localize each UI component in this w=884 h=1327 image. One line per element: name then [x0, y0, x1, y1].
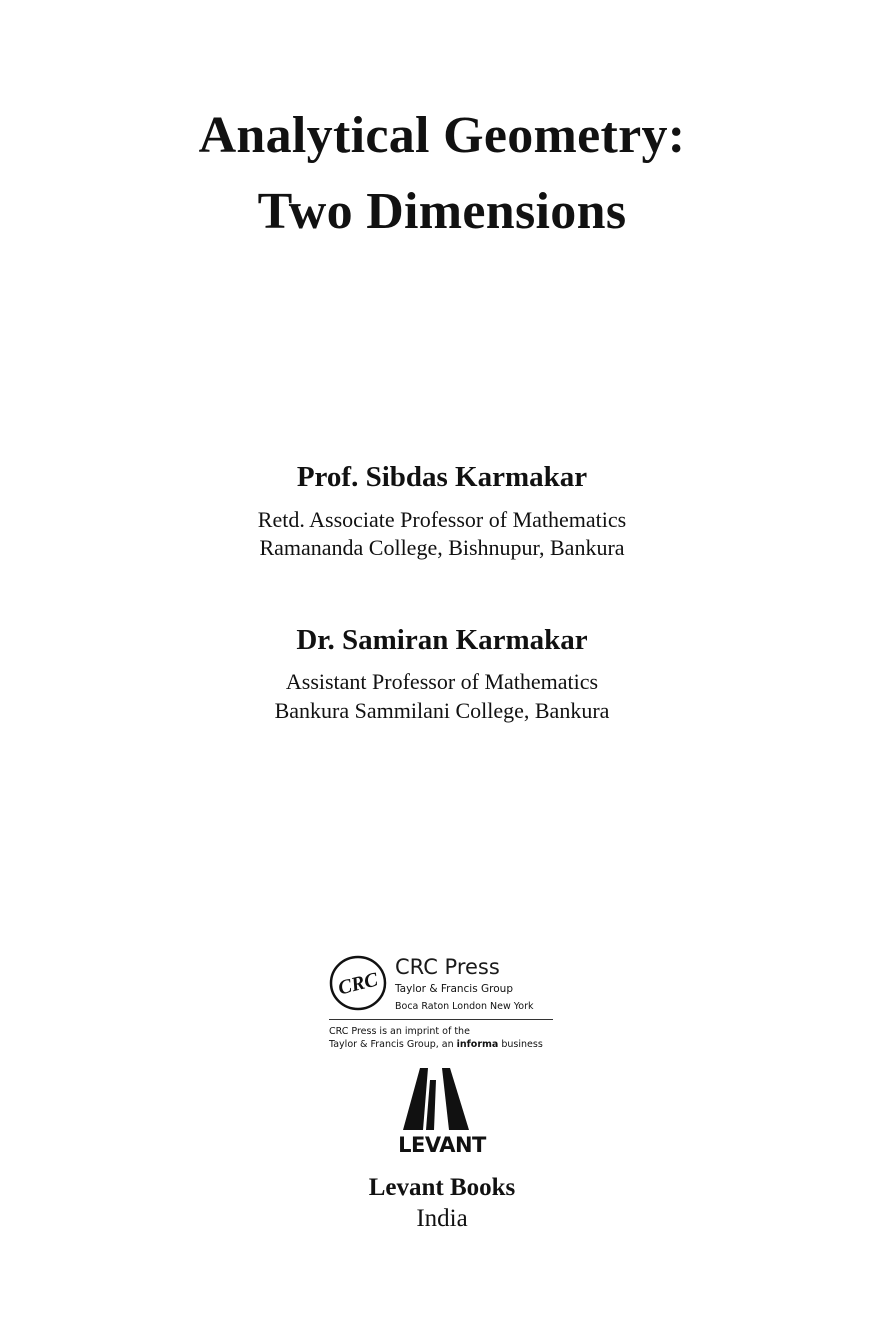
book-title-line-2: Two Dimensions	[257, 183, 627, 240]
crc-imprint-line-1: CRC Press is an imprint of the	[329, 1026, 470, 1037]
crc-divider	[329, 1019, 553, 1020]
crc-imprint-line-2	[329, 1039, 543, 1051]
levant-tower-logo-icon	[396, 1066, 476, 1134]
crc-imprint-informa: informa	[456, 1039, 499, 1050]
author-name-2: Dr. Samiran Karmakar	[296, 624, 588, 656]
crc-logo-text: CRC	[335, 968, 381, 1000]
crc-cities: Boca Raton London New York	[395, 1001, 534, 1012]
publisher-name: Levant Books	[368, 1174, 516, 1201]
author-1-affiliation-line-1: Retd. Associate Professor of Mathematics	[257, 507, 627, 532]
author-2-affiliation-line-1: Assistant Professor of Mathematics	[285, 669, 599, 694]
author-2-affiliation-line-2: Bankura Sammilani College, Bankura	[274, 698, 610, 723]
crc-press-name: CRC Press	[395, 955, 500, 979]
book-title-line-1: Analytical Geometry:	[198, 107, 686, 164]
publisher-country: India	[416, 1205, 468, 1232]
crc-imprint-suffix: business	[498, 1039, 543, 1050]
crc-press-imprint	[329, 950, 555, 1055]
author-1-affiliation-line-2: Ramananda College, Bishnupur, Bankura	[259, 535, 625, 560]
crc-imprint-prefix: Taylor & Francis Group, an	[329, 1039, 457, 1050]
crc-group-name: Taylor & Francis Group	[395, 983, 513, 995]
crc-oval-logo-icon	[329, 954, 387, 1012]
author-name-1: Prof. Sibdas Karmakar	[296, 461, 588, 493]
levant-logo-word: LEVANT	[398, 1133, 486, 1157]
